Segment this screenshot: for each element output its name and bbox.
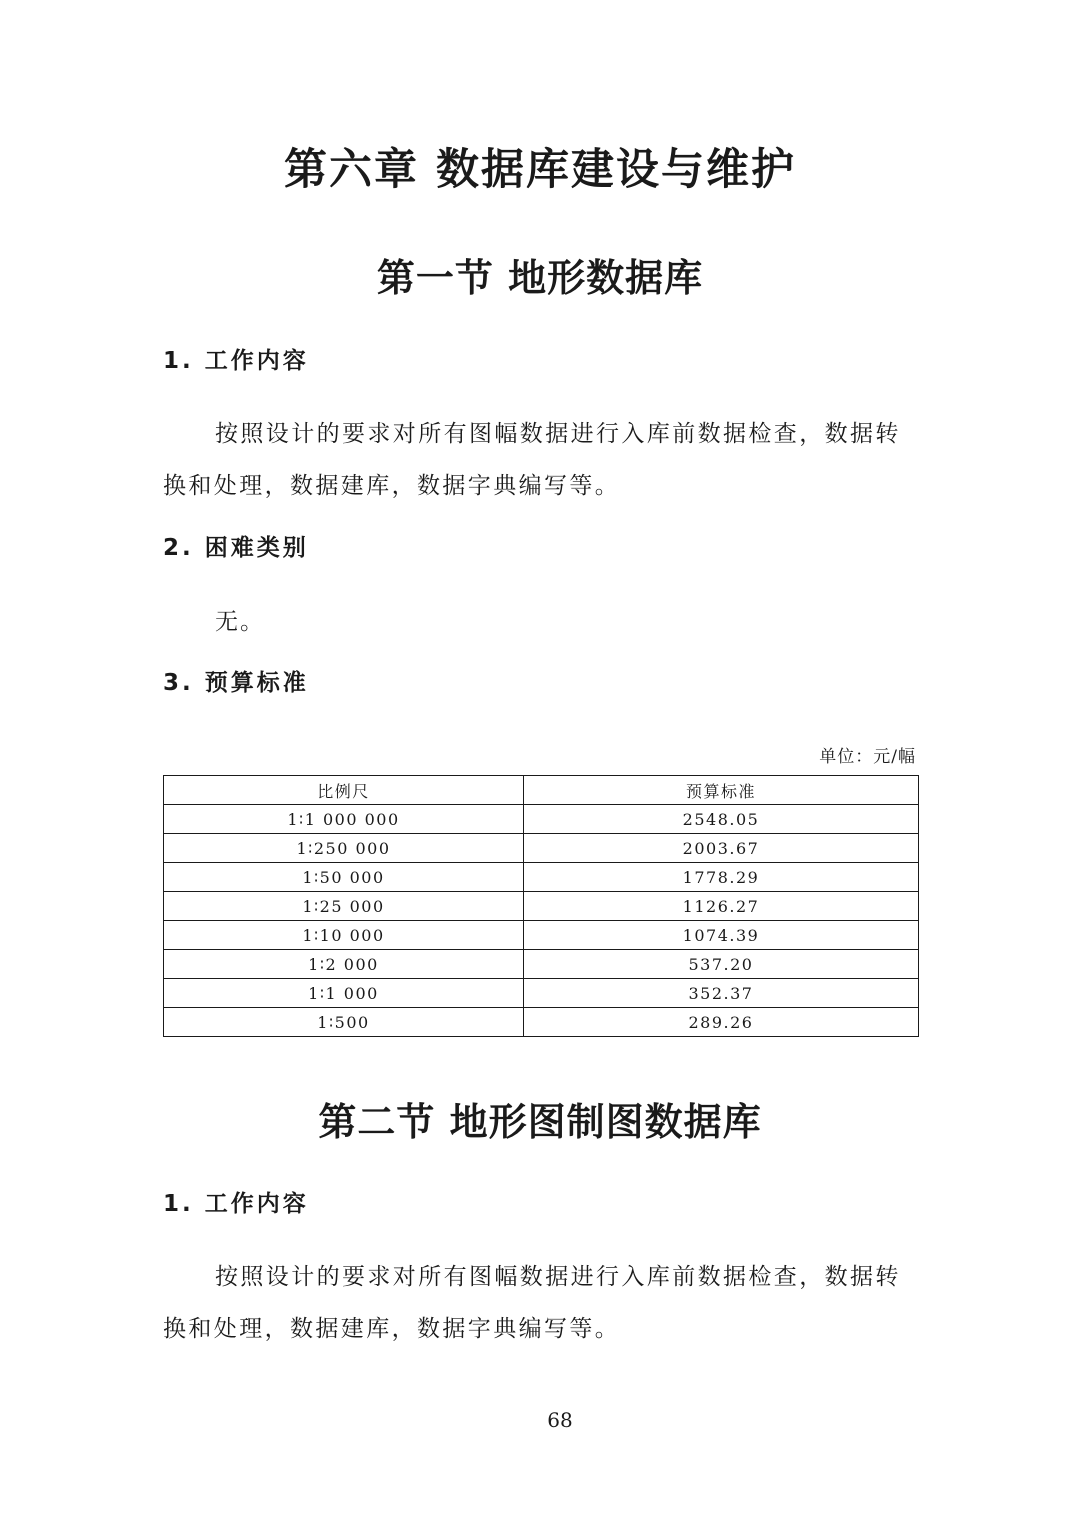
budget-cell: 2548.05: [524, 805, 919, 834]
table-row: [164, 979, 919, 1008]
table-row: [164, 921, 919, 950]
table-row: [164, 1008, 919, 1037]
budget-cell: 1074.39: [524, 921, 919, 950]
scale-cell: 1∶2 000: [164, 950, 524, 979]
scale-cell: 1∶1 000: [164, 979, 524, 1008]
heading-budget-standard: 3. 预算标准: [163, 670, 309, 696]
unit-label: 单位：元/幅: [819, 747, 916, 767]
budget-cell: 289.26: [524, 1008, 919, 1037]
scale-cell: 1∶250 000: [164, 834, 524, 863]
scale-cell: 1∶1 000 000: [164, 805, 524, 834]
table-row: [164, 834, 919, 863]
table-row: [164, 892, 919, 921]
budget-cell: 1778.29: [524, 863, 919, 892]
section-title-cartographic-database: 第二节 地形图制图数据库: [318, 1100, 762, 1144]
column-header-budget: 预算标准: [524, 776, 919, 805]
scale-cell: 1∶10 000: [164, 921, 524, 950]
table-row: [164, 950, 919, 979]
scale-cell: 1∶25 000: [164, 892, 524, 921]
budget-table: [163, 775, 919, 1037]
paragraph-difficulty-category: 无。: [215, 609, 265, 635]
scale-cell: 1∶50 000: [164, 863, 524, 892]
heading-work-content-2: 1. 工作内容: [163, 1191, 309, 1217]
budget-cell: 352.37: [524, 979, 919, 1008]
heading-work-content: 1. 工作内容: [163, 348, 309, 374]
budget-cell: 1126.27: [524, 892, 919, 921]
heading-difficulty-category: 2. 困难类别: [163, 535, 309, 561]
section-title-terrain-database: 第一节 地形数据库: [376, 256, 704, 300]
column-header-scale: 比例尺: [164, 776, 524, 805]
budget-cell: 537.20: [524, 950, 919, 979]
scale-cell: 1∶500: [164, 1008, 524, 1037]
chapter-title: 第六章 数据库建设与维护: [284, 145, 796, 195]
paragraph-work-content-2: 按照设计的要求对所有图幅数据进行入库前数据检查，数据转换和处理，数据建库，数据字典编写等。: [163, 1264, 901, 1342]
page-number: 68: [547, 1408, 573, 1432]
budget-cell: 2003.67: [524, 834, 919, 863]
table-row: [164, 863, 919, 892]
paragraph-work-content: 按照设计的要求对所有图幅数据进行入库前数据检查，数据转换和处理，数据建库，数据字典编写等。: [163, 421, 901, 499]
table-header-row: [164, 776, 919, 805]
table-row: [164, 805, 919, 834]
